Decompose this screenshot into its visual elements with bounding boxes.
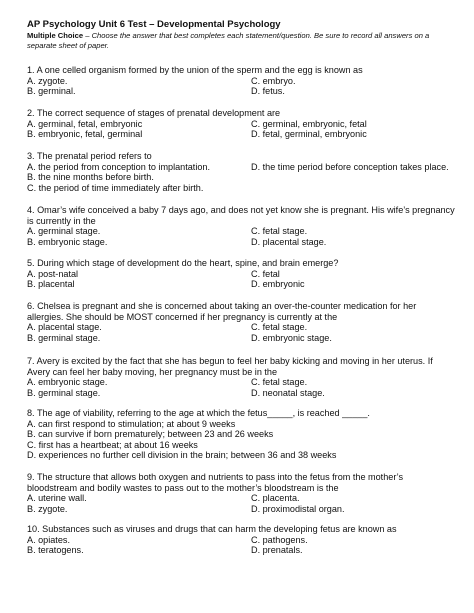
option-b: B. can survive if born prematurely; between 23 and 26 weeks (27, 429, 274, 440)
question-stem: 6. Chelsea is pregnant and she is concerned about taking an over-the-counter medication for her allergies. She should be MOST concerned if her pregnancy is currently at the (27, 301, 417, 322)
option-d: D. placental stage. (251, 236, 327, 247)
question-stem: 5. During which stage of development do the heart, spine, and brain emerge? (27, 258, 339, 268)
option-a: A. can first respond to stimulation; at about 9 weeks (27, 418, 236, 429)
option-b: B. teratogens. (27, 545, 84, 556)
option-c: C. embryo. (251, 75, 296, 86)
option-a: A. germinal stage. (27, 226, 101, 237)
option-c: C. pathogens. (251, 534, 308, 545)
option-b: B. zygote. (27, 503, 68, 514)
question-7 (27, 356, 455, 398)
option-a: A. embryonic stage. (27, 377, 108, 388)
option-b: B. embryonic, fetal, germinal (27, 129, 143, 140)
question-5 (27, 258, 455, 290)
option-d: D. fetus. (251, 86, 285, 97)
option-c: C. fetal stage. (251, 226, 308, 237)
question-9 (27, 472, 455, 514)
question-8 (27, 408, 455, 461)
question-1 (27, 65, 455, 97)
option-c: C. placenta. (251, 493, 300, 504)
option-c: C. fetal (251, 268, 280, 279)
option-b: B. the nine months before birth. (27, 172, 154, 183)
option-b: B. germinal stage. (27, 387, 101, 398)
page-title: AP Psychology Unit 6 Test – Developmental Psychology (27, 19, 281, 30)
question-stem: 7. Avery is excited by the fact that she has begun to feel her baby kicking and moving in her uterus. If Avery can feel her baby moving, her pregnancy must be in the (27, 356, 433, 377)
instructions-text: – Choose the answer that best completes each statement/question. Be sure to record all answers on a separate sheet of paper. (27, 31, 430, 50)
option-d: D. embryonic stage. (251, 332, 332, 343)
option-c: C. germinal, embryonic, fetal (251, 118, 367, 129)
option-a: A. opiates. (27, 534, 70, 545)
question-10 (27, 524, 455, 556)
question-stem: 8. The age of viability, referring to the age at which the fetus_____, is reached _____. (27, 408, 370, 418)
option-b: B. placental (27, 279, 75, 290)
option-d: D. fetal, germinal, embryonic (251, 129, 367, 140)
option-a: A. placental stage. (27, 322, 102, 333)
question-6 (27, 301, 455, 343)
option-a: A. zygote. (27, 75, 68, 86)
option-c: C. first has a heartbeat; at about 16 weeks (27, 439, 198, 450)
option-c: C. fetal stage. (251, 322, 308, 333)
question-3 (27, 151, 455, 193)
option-d: D. embryonic (251, 279, 305, 290)
option-d: D. neonatal stage. (251, 387, 325, 398)
option-d: D. prenatals. (251, 545, 303, 556)
option-d: D. experiences no further cell division in the brain; between 36 and 38 weeks (27, 450, 337, 461)
instructions (27, 31, 457, 50)
option-a: A. the period from conception to implantation. (27, 161, 210, 172)
question-stem: 4. Omar’s wife conceived a baby 7 days ago, and does not yet know she is pregnant. His wife’s pregnancy is currently in the (27, 205, 455, 226)
question-stem: 10. Substances such as viruses and drugs that can harm the developing fetus are known as (27, 524, 397, 534)
question-stem: 2. The correct sequence of stages of prenatal development are (27, 108, 281, 118)
option-c: C. fetal stage. (251, 377, 308, 388)
question-stem: 1. A one celled organism formed by the union of the sperm and the egg is known as (27, 65, 363, 75)
option-a: A. post-natal (27, 268, 79, 279)
option-d: D. proximodistal organ. (251, 503, 345, 514)
question-stem: 9. The structure that allows both oxygen and nutrients to pass into the fetus from the mother’s bloodstream and bodily wastes to pass out to the mother’s bloodstream is the (27, 472, 404, 493)
option-a: A. uterine wall. (27, 493, 87, 504)
option-b: B. embryonic stage. (27, 236, 108, 247)
question-stem: 3. The prenatal period refers to (27, 151, 152, 161)
instructions-label: Multiple Choice (27, 31, 84, 40)
option-b: B. germinal. (27, 86, 76, 97)
option-a: A. germinal, fetal, embryonic (27, 118, 143, 129)
question-4 (27, 205, 455, 247)
question-2 (27, 108, 455, 140)
option-b: B. germinal stage. (27, 332, 101, 343)
option-c: C. the period of time immediately after birth. (27, 182, 204, 193)
option-d: D. the time period before conception takes place. (251, 161, 449, 172)
